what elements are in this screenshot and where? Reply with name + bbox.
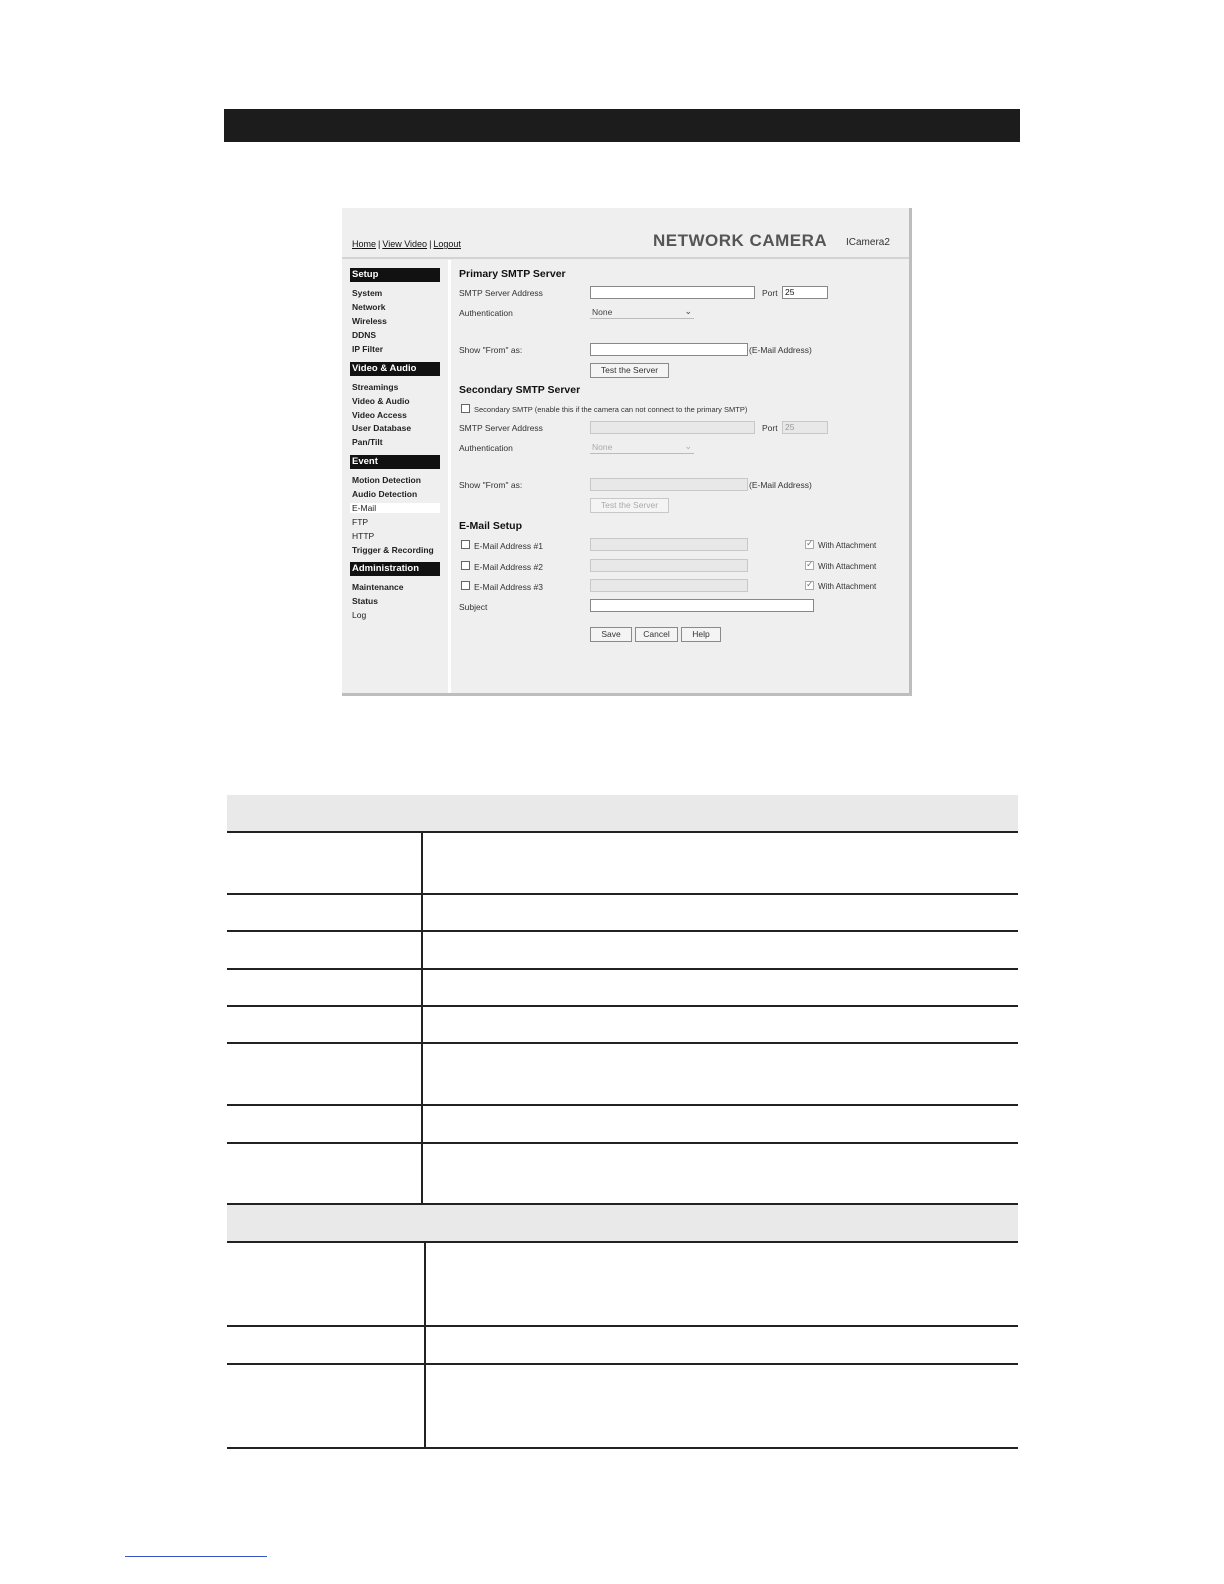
- table-rule: [227, 1241, 1018, 1243]
- primary-test-server-button[interactable]: Test the Server: [590, 363, 669, 378]
- attachment-3-checkbox[interactable]: [805, 581, 814, 590]
- model-name: ICamera2: [846, 237, 890, 248]
- secondary-auth-value: None: [592, 442, 613, 452]
- primary-port-input[interactable]: 25: [782, 286, 828, 299]
- sidebar-item-ddns[interactable]: DDNS: [352, 330, 377, 340]
- secondary-from-input[interactable]: [590, 478, 748, 491]
- sidebar-section-video-audio: Video & Audio: [350, 362, 440, 376]
- secondary-smtp-title: Secondary SMTP Server: [459, 384, 581, 396]
- sidebar-item-user-database[interactable]: User Database: [352, 423, 412, 433]
- sidebar-item-ftp[interactable]: FTP: [352, 517, 369, 527]
- secondary-port-input[interactable]: 25: [782, 421, 828, 434]
- sidebar-item-trigger-recording[interactable]: Trigger & Recording: [352, 545, 434, 555]
- secondary-smtp-checkbox[interactable]: [461, 404, 470, 413]
- primary-from-label: Show "From" as:: [459, 345, 523, 355]
- sidebar-item-ip-filter[interactable]: IP Filter: [352, 344, 384, 354]
- email-address-3-label: E-Mail Address #3: [474, 582, 543, 592]
- table-rule: [227, 1005, 1018, 1007]
- sidebar: [342, 260, 448, 693]
- primary-server-input[interactable]: [590, 286, 755, 299]
- email-address-3-checkbox[interactable]: [461, 581, 470, 590]
- footnote-rule: [125, 1556, 267, 1557]
- sidebar-item-maintenance[interactable]: Maintenance: [352, 582, 404, 592]
- secondary-auth-select[interactable]: [590, 441, 694, 454]
- sidebar-item-http[interactable]: HTTP: [352, 531, 375, 541]
- email-address-1-checkbox[interactable]: [461, 540, 470, 549]
- secondary-port-label: Port: [762, 423, 778, 433]
- sidebar-item-email[interactable]: E-Mail: [350, 503, 440, 513]
- table-column-divider: [424, 1243, 426, 1447]
- primary-auth-label: Authentication: [459, 308, 513, 318]
- table-column-divider: [421, 833, 423, 1203]
- primary-auth-select[interactable]: [590, 306, 694, 319]
- secondary-server-input[interactable]: [590, 421, 755, 434]
- sidebar-section-administration: Administration: [350, 562, 440, 576]
- email-address-2-input[interactable]: [590, 559, 748, 572]
- chevron-down-icon: ⌄: [684, 441, 692, 451]
- subject-label: Subject: [459, 602, 488, 612]
- primary-port-label: Port: [762, 288, 778, 298]
- attachment-1-checkbox[interactable]: [805, 540, 814, 549]
- table-rule: [227, 968, 1018, 970]
- sidebar-item-audio-detection[interactable]: Audio Detection: [352, 489, 418, 499]
- subject-input[interactable]: [590, 599, 814, 612]
- camera-email-screenshot: [342, 208, 912, 696]
- table-rule: [227, 1042, 1018, 1044]
- table-rule: [227, 1104, 1018, 1106]
- nav-separator: |: [378, 239, 381, 249]
- email-setup-title: E-Mail Setup: [459, 520, 523, 532]
- attachment-2-checkbox[interactable]: [805, 561, 814, 570]
- attachment-1-label: With Attachment: [818, 541, 877, 550]
- primary-smtp-title: Primary SMTP Server: [459, 268, 566, 280]
- table-rule: [227, 1447, 1018, 1449]
- sidebar-section-setup: Setup: [350, 268, 440, 282]
- primary-from-hint: (E-Mail Address): [749, 345, 812, 355]
- secondary-smtp-enable-label: Secondary SMTP (enable this if the camera can not connect to the primary SMTP): [474, 405, 748, 414]
- sidebar-item-system[interactable]: System: [352, 288, 383, 298]
- secondary-auth-label: Authentication: [459, 443, 513, 453]
- top-navigation: [352, 239, 461, 249]
- sidebar-item-status[interactable]: Status: [352, 596, 378, 606]
- table-rule: [227, 1142, 1018, 1144]
- secondary-from-label: Show "From" as:: [459, 480, 523, 490]
- attachment-3-label: With Attachment: [818, 582, 877, 591]
- header-divider: [342, 257, 909, 259]
- sidebar-item-video-access[interactable]: Video Access: [352, 410, 407, 420]
- secondary-test-server-button[interactable]: Test the Server: [590, 498, 669, 513]
- primary-from-input[interactable]: [590, 343, 748, 356]
- table-section-header: [227, 795, 1018, 831]
- section-header-bar: [224, 109, 1020, 142]
- logout-link[interactable]: Logout: [433, 239, 461, 249]
- table-rule: [227, 893, 1018, 895]
- sidebar-item-wireless[interactable]: Wireless: [352, 316, 387, 326]
- primary-server-label: SMTP Server Address: [459, 288, 543, 298]
- table-section-header: [227, 1205, 1018, 1241]
- email-address-2-label: E-Mail Address #2: [474, 562, 543, 572]
- primary-auth-value: None: [592, 307, 613, 317]
- sidebar-item-network[interactable]: Network: [352, 302, 386, 312]
- email-address-1-input[interactable]: [590, 538, 748, 551]
- brand-title: NETWORK CAMERA: [653, 231, 828, 250]
- chevron-down-icon: ⌄: [684, 306, 692, 316]
- table-rule: [227, 1325, 1018, 1327]
- secondary-from-hint: (E-Mail Address): [749, 480, 812, 490]
- email-address-1-label: E-Mail Address #1: [474, 541, 543, 551]
- secondary-server-label: SMTP Server Address: [459, 423, 543, 433]
- sidebar-item-video-audio[interactable]: Video & Audio: [352, 396, 410, 406]
- sidebar-item-motion-detection[interactable]: Motion Detection: [352, 475, 421, 485]
- sidebar-item-pan-tilt[interactable]: Pan/Tilt: [352, 437, 383, 447]
- home-link[interactable]: Home: [352, 239, 377, 249]
- sidebar-item-log[interactable]: Log: [352, 610, 367, 620]
- sidebar-section-event: Event: [350, 455, 440, 469]
- table-rule: [227, 930, 1018, 932]
- view-video-link[interactable]: View Video: [382, 239, 428, 249]
- table-rule: [227, 831, 1018, 833]
- cancel-button[interactable]: Cancel: [635, 627, 678, 642]
- sidebar-divider: [448, 260, 451, 693]
- email-address-3-input[interactable]: [590, 579, 748, 592]
- table-rule: [227, 1363, 1018, 1365]
- attachment-2-label: With Attachment: [818, 562, 877, 571]
- nav-separator: |: [429, 239, 432, 249]
- help-button[interactable]: Help: [681, 627, 721, 642]
- email-address-2-checkbox[interactable]: [461, 561, 470, 570]
- save-button[interactable]: Save: [590, 627, 632, 642]
- sidebar-item-streamings[interactable]: Streamings: [352, 382, 399, 392]
